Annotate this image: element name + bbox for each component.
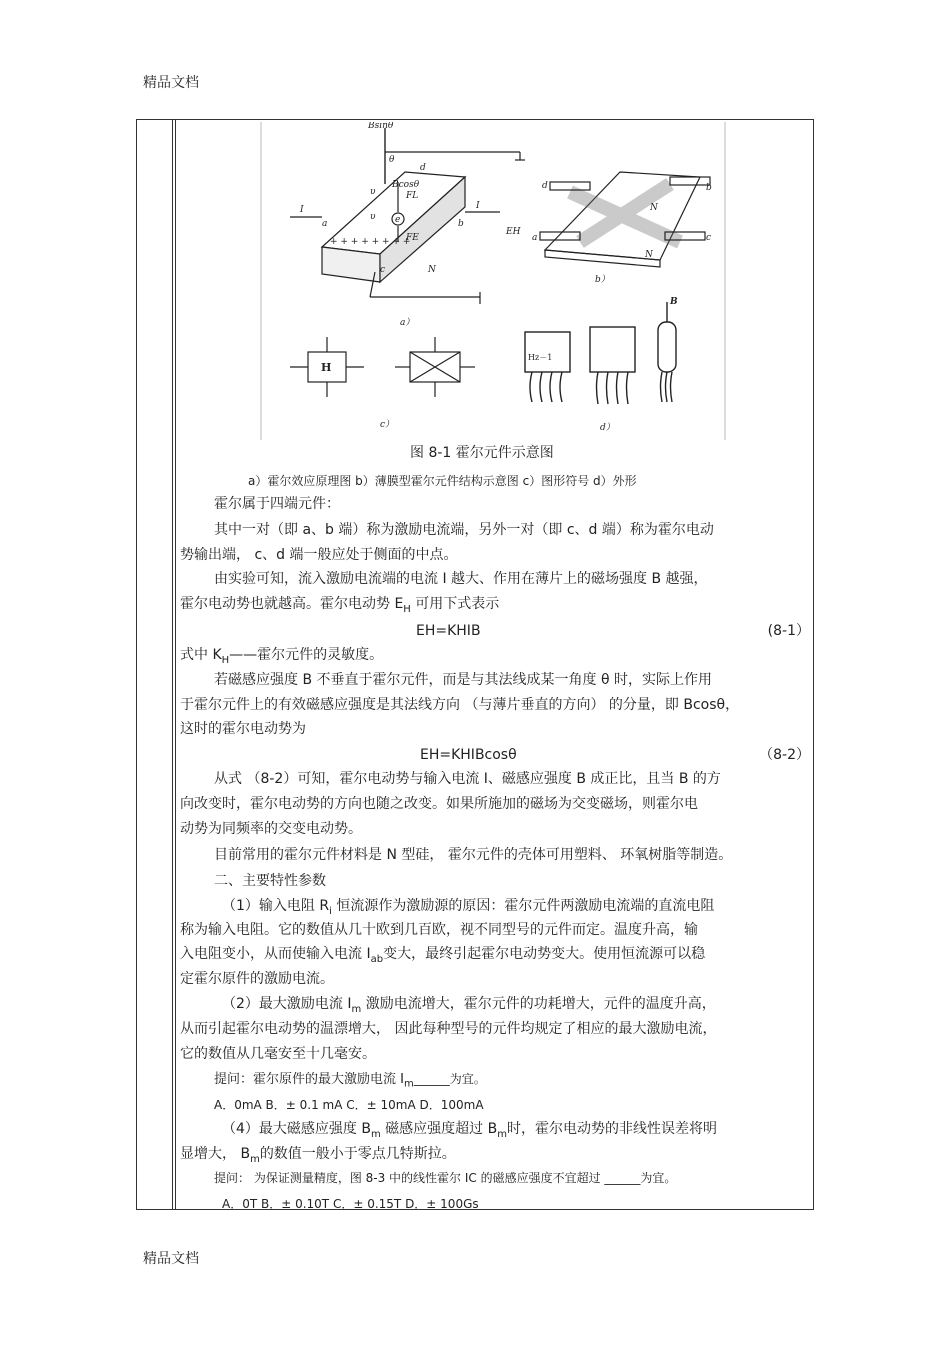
subscript: H (221, 654, 230, 666)
paragraph: 于霍尔元件上的有效磁感应强度是其法线方向 （与薄片垂直的方向） 的分量，即 Bcosθ， (180, 697, 740, 713)
paragraph (180, 1145, 456, 1169)
subscript: m (351, 1003, 362, 1015)
paragraph (180, 595, 499, 619)
label-e: e (395, 215, 401, 225)
paragraph (180, 945, 705, 969)
text: ——霍尔元件的灵敏度。 (229, 647, 384, 663)
label-bd-d: d (542, 181, 548, 191)
label-h: H (321, 361, 332, 374)
label-eh: EH (506, 227, 521, 237)
label-bn2: N (645, 250, 653, 260)
label-n: N (428, 265, 436, 275)
paragraph: 若磁感应强度 B 不垂直于霍尔元件，而是与其法线成某一角度 θ 时，实际上作用 (214, 672, 712, 688)
label-pb: b） (595, 275, 610, 285)
paragraph: 向改变时，霍尔电动势的方向也随之改变。如果所施加的磁场为交变磁场，则霍尔电 (180, 796, 698, 812)
text: 入电阻变小，从而使输入电流 I (180, 946, 371, 962)
paragraph: 势输出端， c、d 端一般应处于侧面的中点。 (180, 547, 458, 563)
text: 的数值一般小于零点几特斯拉。 (259, 1146, 456, 1162)
label-hz: Hz－1 (528, 353, 553, 362)
label-pc: c） (380, 420, 395, 430)
label-b: b (458, 219, 464, 229)
paragraph (222, 897, 714, 921)
subscript: m (250, 1153, 260, 1165)
label-bd-a: a (532, 233, 538, 243)
hall-element-figure (260, 122, 726, 440)
text: 恒流源作为激励源的原因：霍尔元件两激励电流端的直流电阻 (331, 898, 715, 914)
label-bsin: Bsinθ (368, 122, 394, 131)
label-i-left: I (300, 205, 304, 215)
label-pd: d） (600, 423, 615, 433)
paragraph: 由实验可知，流入激励电流端的电流 I 越大、作用在薄片上的磁场强度 B 越强， (214, 571, 708, 587)
label-i-right: I (476, 201, 480, 211)
text: （2）最大激励电流 I (222, 996, 352, 1012)
question-1 (214, 1070, 486, 1094)
figure-caption: 图 8-1 霍尔元件示意图 (410, 445, 554, 461)
equation-1: EH=KHIB (416, 623, 481, 639)
text: 磁感应强度超过 B (380, 1121, 498, 1137)
label-bcos: Bcosθ (392, 180, 420, 190)
text: （4）最大磁感应强度 B (222, 1121, 371, 1137)
paragraph: 定霍尔原件的激励电流。 (180, 971, 334, 987)
paragraph (222, 1120, 717, 1144)
paragraph: 这时的霍尔电动势为 (180, 721, 306, 737)
table-divider (175, 119, 176, 1210)
paragraph (180, 646, 383, 670)
label-b-field: B (670, 297, 678, 307)
question-2: 提问： 为保证测量精度，图 8-3 中的线性霍尔 IC 的磁感应强度不宜超过 ______为宜。 (214, 1171, 677, 1185)
hall-effect-diagram (290, 128, 525, 304)
equation-2-number: （8-2） (759, 747, 810, 763)
subscript: H (403, 603, 411, 615)
subscript: ab (370, 953, 384, 965)
paragraph: 霍尔属于四端元件： (214, 496, 340, 512)
paragraph: 其中一对（即 a、b 端）称为激励电流端，另外一对（即 c、d 端）称为霍尔电动 (214, 522, 714, 538)
thin-film-diagram (540, 172, 710, 267)
label-theta: θ (389, 155, 395, 165)
text: 提问：霍尔原件的最大激励电流 I (214, 1072, 404, 1087)
subscript: m (370, 1128, 381, 1140)
paragraph: 它的数值从几毫安至十几毫安。 (180, 1046, 376, 1062)
label-fl: FL (406, 191, 419, 201)
figure-subcaption: a）霍尔效应原理图 b）薄膜型霍尔元件结构示意图 c）图形符号 d）外形 (248, 474, 637, 488)
subscript: m (497, 1128, 507, 1140)
label-a: a (322, 219, 328, 229)
text: 变大，最终引起霍尔电动势变大。使用恒流源可以稳 (383, 946, 706, 962)
paragraph: 从式 （8-2）可知，霍尔电动势与输入电流 I、磁感应强度 B 成正比，且当 B 的方 (214, 771, 721, 787)
label-pa: a） (400, 318, 415, 328)
equation-2: EH=KHIBcosθ (420, 747, 517, 763)
text: 激励电流增大，霍尔元件的功耗增大，元件的温度升高， (361, 996, 716, 1012)
table-divider (172, 119, 173, 1210)
text: ______为宜。 (413, 1072, 486, 1086)
label-v2: υ (370, 212, 376, 222)
page-footer: 精品文档 (143, 1251, 199, 1267)
label-bd-b: b (706, 183, 712, 193)
label-bn1: N (650, 203, 658, 213)
thin-film-labels (505, 181, 712, 285)
text: （1）输入电阻 R (222, 898, 330, 914)
text: 时，霍尔电动势的非线性误差将明 (506, 1121, 717, 1137)
label-c: c (380, 265, 386, 275)
text: 霍尔电动势也就越高。霍尔电动势 E (180, 596, 404, 612)
paragraph: 称为输入电阻。它的数值从几十欧到几百欧，视不同型号的元件而定。温度升高，输 (180, 922, 698, 938)
paragraph: 目前常用的霍尔元件材料是 N 型硅， 霍尔元件的壳体可用塑料、 环氧树脂等制造。 (214, 847, 733, 863)
subscript: m (403, 1078, 414, 1090)
section-heading: 二、主要特性参数 (214, 873, 326, 889)
paragraph (222, 995, 716, 1019)
plus-row: + + + + + + + + (330, 237, 411, 247)
label-v1: υ (370, 187, 376, 197)
symbol-diagram (290, 337, 475, 397)
page-header: 精品文档 (143, 75, 199, 91)
paragraph: 动势为同频率的交变电动势。 (180, 821, 362, 837)
text: 式中 K (180, 647, 222, 663)
label-d: d (420, 163, 426, 173)
text: 显增大， B (180, 1146, 251, 1162)
question-1-options: A．0mA B．± 0.1 mA C．± 10mA D．100mA (214, 1098, 484, 1112)
equation-1-number: (8-1） (767, 623, 810, 639)
subscript: i (329, 905, 332, 917)
label-fe: FE (406, 233, 419, 243)
question-2-options: A．0T B．± 0.10T C．± 0.15T D．± 100Gs (222, 1197, 479, 1211)
label-bd-c: c (706, 233, 712, 243)
paragraph: 从而引起霍尔电动势的温漂增大， 因此每种型号的元件均规定了相应的最大激励电流， (180, 1021, 717, 1037)
text: 可用下式表示 (410, 596, 500, 612)
